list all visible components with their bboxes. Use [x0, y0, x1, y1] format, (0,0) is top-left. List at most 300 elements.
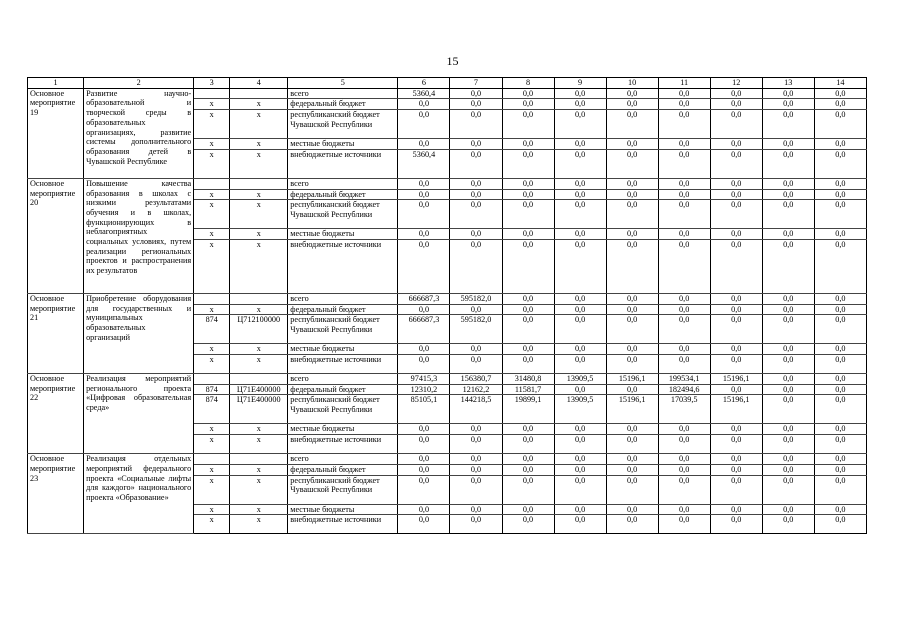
value-cell: 0,0 — [814, 515, 866, 534]
target-code-cell: x — [230, 424, 288, 435]
funding-source-cell: республиканский бюджет Чувашской Республики — [288, 315, 398, 344]
value-cell: 85105,1 — [398, 395, 450, 424]
value-cell: 0,0 — [814, 239, 866, 293]
value-cell: 0,0 — [450, 435, 502, 454]
value-cell: 0,0 — [554, 149, 606, 178]
value-cell: 0,0 — [502, 139, 554, 150]
value-cell: 19899,1 — [502, 395, 554, 424]
value-cell: 97415,3 — [398, 374, 450, 385]
header-cell: 8 — [502, 78, 554, 89]
value-cell: 0,0 — [606, 293, 658, 304]
header-cell: 10 — [606, 78, 658, 89]
target-code-cell: x — [230, 515, 288, 534]
value-cell: 0,0 — [762, 315, 814, 344]
value-cell: 0,0 — [658, 515, 710, 534]
funding-source-cell: федеральный бюджет — [288, 304, 398, 315]
value-cell: 0,0 — [450, 149, 502, 178]
activity-description-cell: Приобретение оборудования для государственных и муниципальных образовательных организаций — [84, 293, 194, 373]
value-cell: 0,0 — [658, 293, 710, 304]
funding-source-cell: всего — [288, 454, 398, 465]
value-cell: 0,0 — [450, 464, 502, 475]
target-code-cell — [230, 293, 288, 304]
funding-source-cell: федеральный бюджет — [288, 464, 398, 475]
value-cell: 0,0 — [710, 304, 762, 315]
value-cell: 0,0 — [450, 110, 502, 139]
target-code-cell — [230, 374, 288, 385]
value-cell: 0,0 — [710, 139, 762, 150]
target-code-cell: x — [230, 239, 288, 293]
value-cell: 666687,3 — [398, 293, 450, 304]
value-cell: 0,0 — [554, 229, 606, 240]
activity-description-cell: Реализация мероприятий регионального проекта «Цифровая образовательная среда» — [84, 374, 194, 454]
target-code-cell: x — [230, 435, 288, 454]
code-cell — [194, 293, 230, 304]
activity-name-cell: Основное мероприятие 19 — [28, 88, 84, 178]
value-cell: 0,0 — [658, 475, 710, 504]
value-cell: 0,0 — [502, 344, 554, 355]
activity-name-cell: Основное мероприятие 21 — [28, 293, 84, 373]
value-cell: 0,0 — [554, 344, 606, 355]
value-cell: 0,0 — [450, 229, 502, 240]
target-code-cell — [230, 454, 288, 465]
value-cell: 0,0 — [450, 344, 502, 355]
code-cell: x — [194, 304, 230, 315]
value-cell: 0,0 — [762, 515, 814, 534]
value-cell: 156380,7 — [450, 374, 502, 385]
target-code-cell: x — [230, 504, 288, 515]
code-cell: 874 — [194, 315, 230, 344]
value-cell: 0,0 — [814, 424, 866, 435]
funding-source-cell: всего — [288, 293, 398, 304]
value-cell: 0,0 — [814, 344, 866, 355]
value-cell: 13909,5 — [554, 374, 606, 385]
activity-name-cell: Основное мероприятие 20 — [28, 178, 84, 293]
value-cell: 0,0 — [554, 139, 606, 150]
value-cell: 0,0 — [606, 475, 658, 504]
value-cell: 0,0 — [710, 384, 762, 395]
value-cell: 0,0 — [554, 435, 606, 454]
code-cell: x — [194, 344, 230, 355]
value-cell: 0,0 — [554, 424, 606, 435]
value-cell: 0,0 — [658, 464, 710, 475]
value-cell: 0,0 — [658, 110, 710, 139]
value-cell: 0,0 — [658, 99, 710, 110]
value-cell: 31480,8 — [502, 374, 554, 385]
value-cell: 0,0 — [450, 504, 502, 515]
code-cell: x — [194, 200, 230, 229]
code-cell: x — [194, 464, 230, 475]
value-cell: 0,0 — [554, 189, 606, 200]
target-code-cell: x — [230, 99, 288, 110]
value-cell: 0,0 — [814, 395, 866, 424]
code-cell: x — [194, 149, 230, 178]
funding-source-cell: местные бюджеты — [288, 504, 398, 515]
funding-source-cell: местные бюджеты — [288, 139, 398, 150]
value-cell: 0,0 — [814, 315, 866, 344]
funding-table — [27, 77, 867, 534]
value-cell: 0,0 — [658, 139, 710, 150]
value-cell: 0,0 — [710, 424, 762, 435]
value-cell: 0,0 — [606, 464, 658, 475]
value-cell: 0,0 — [450, 454, 502, 465]
value-cell: 0,0 — [762, 149, 814, 178]
target-code-cell: Ц71Е400000 — [230, 395, 288, 424]
value-cell: 0,0 — [502, 189, 554, 200]
value-cell: 0,0 — [710, 515, 762, 534]
value-cell: 0,0 — [450, 189, 502, 200]
value-cell: 0,0 — [502, 435, 554, 454]
value-cell: 0,0 — [814, 374, 866, 385]
value-cell: 0,0 — [710, 239, 762, 293]
code-cell: x — [194, 504, 230, 515]
value-cell: 0,0 — [658, 149, 710, 178]
value-cell: 0,0 — [710, 464, 762, 475]
value-cell: 0,0 — [762, 435, 814, 454]
header-cell: 13 — [762, 78, 814, 89]
value-cell: 666687,3 — [398, 315, 450, 344]
value-cell: 0,0 — [658, 88, 710, 99]
value-cell: 0,0 — [762, 110, 814, 139]
value-cell: 0,0 — [762, 178, 814, 189]
value-cell: 0,0 — [554, 315, 606, 344]
funding-source-cell: федеральный бюджет — [288, 384, 398, 395]
funding-source-cell: республиканский бюджет Чувашской Республики — [288, 395, 398, 424]
value-cell: 0,0 — [450, 515, 502, 534]
value-cell: 0,0 — [814, 229, 866, 240]
value-cell: 0,0 — [710, 504, 762, 515]
value-cell: 13909,5 — [554, 395, 606, 424]
value-cell: 0,0 — [398, 139, 450, 150]
value-cell: 0,0 — [554, 475, 606, 504]
value-cell: 0,0 — [762, 475, 814, 504]
value-cell: 0,0 — [606, 110, 658, 139]
funding-source-cell: внебюджетные источники — [288, 239, 398, 293]
value-cell: 0,0 — [606, 178, 658, 189]
value-cell: 0,0 — [658, 355, 710, 374]
target-code-cell: x — [230, 475, 288, 504]
value-cell: 0,0 — [502, 149, 554, 178]
value-cell: 0,0 — [762, 464, 814, 475]
value-cell: 0,0 — [606, 239, 658, 293]
value-cell: 0,0 — [502, 239, 554, 293]
value-cell: 0,0 — [398, 355, 450, 374]
value-cell: 0,0 — [502, 200, 554, 229]
value-cell: 182494,6 — [658, 384, 710, 395]
value-cell: 0,0 — [814, 454, 866, 465]
funding-source-cell: внебюджетные источники — [288, 515, 398, 534]
funding-source-cell: всего — [288, 178, 398, 189]
funding-source-cell: всего — [288, 374, 398, 385]
value-cell: 0,0 — [814, 149, 866, 178]
value-cell: 0,0 — [762, 395, 814, 424]
value-cell: 0,0 — [762, 189, 814, 200]
value-cell: 15196,1 — [606, 395, 658, 424]
value-cell: 0,0 — [762, 424, 814, 435]
funding-source-cell: местные бюджеты — [288, 424, 398, 435]
value-cell: 0,0 — [398, 454, 450, 465]
value-cell: 0,0 — [398, 475, 450, 504]
value-cell: 0,0 — [606, 139, 658, 150]
target-code-cell: Ц712100000 — [230, 315, 288, 344]
value-cell: 0,0 — [710, 99, 762, 110]
value-cell: 0,0 — [762, 304, 814, 315]
code-cell: 874 — [194, 395, 230, 424]
value-cell: 0,0 — [658, 504, 710, 515]
value-cell: 12162,2 — [450, 384, 502, 395]
value-cell: 0,0 — [554, 464, 606, 475]
value-cell: 0,0 — [606, 435, 658, 454]
value-cell: 0,0 — [398, 304, 450, 315]
value-cell: 0,0 — [762, 384, 814, 395]
value-cell: 0,0 — [658, 454, 710, 465]
funding-source-cell: республиканский бюджет Чувашской Республики — [288, 200, 398, 229]
funding-source-cell: республиканский бюджет Чувашской Республики — [288, 110, 398, 139]
value-cell: 0,0 — [814, 384, 866, 395]
funding-source-cell: федеральный бюджет — [288, 99, 398, 110]
value-cell: 0,0 — [502, 88, 554, 99]
value-cell: 0,0 — [814, 475, 866, 504]
value-cell: 0,0 — [450, 139, 502, 150]
target-code-cell: x — [230, 304, 288, 315]
code-cell: x — [194, 139, 230, 150]
activity-description-cell: Развитие научно-образовательной и творческой среды в образовательных организациях, развитие системы дополнительного образования детей в Чувашской Республике — [84, 88, 194, 178]
code-cell: x — [194, 229, 230, 240]
value-cell: 0,0 — [814, 200, 866, 229]
value-cell: 0,0 — [710, 435, 762, 454]
value-cell: 0,0 — [710, 454, 762, 465]
funding-source-cell: федеральный бюджет — [288, 189, 398, 200]
value-cell: 0,0 — [658, 424, 710, 435]
value-cell: 0,0 — [398, 424, 450, 435]
value-cell: 0,0 — [762, 293, 814, 304]
funding-source-cell: внебюджетные источники — [288, 149, 398, 178]
value-cell: 11581,7 — [502, 384, 554, 395]
value-cell: 0,0 — [450, 99, 502, 110]
value-cell: 0,0 — [762, 229, 814, 240]
code-cell: x — [194, 424, 230, 435]
value-cell: 0,0 — [450, 424, 502, 435]
code-cell: x — [194, 355, 230, 374]
code-cell: x — [194, 435, 230, 454]
table-row — [28, 293, 867, 304]
value-cell: 0,0 — [606, 229, 658, 240]
target-code-cell: Ц71Е400000 — [230, 384, 288, 395]
value-cell: 595182,0 — [450, 315, 502, 344]
value-cell: 0,0 — [554, 454, 606, 465]
value-cell: 0,0 — [710, 88, 762, 99]
value-cell: 0,0 — [762, 99, 814, 110]
value-cell: 0,0 — [606, 88, 658, 99]
value-cell: 0,0 — [606, 200, 658, 229]
value-cell: 0,0 — [606, 454, 658, 465]
value-cell: 0,0 — [658, 239, 710, 293]
value-cell: 0,0 — [710, 200, 762, 229]
value-cell: 0,0 — [554, 504, 606, 515]
header-cell: 4 — [230, 78, 288, 89]
value-cell: 595182,0 — [450, 293, 502, 304]
funding-source-cell: республиканский бюджет Чувашской Республики — [288, 475, 398, 504]
header-cell: 14 — [814, 78, 866, 89]
value-cell: 0,0 — [502, 464, 554, 475]
funding-source-cell: местные бюджеты — [288, 229, 398, 240]
value-cell: 0,0 — [762, 374, 814, 385]
value-cell: 0,0 — [502, 424, 554, 435]
value-cell: 0,0 — [398, 200, 450, 229]
value-cell: 0,0 — [710, 344, 762, 355]
code-cell — [194, 178, 230, 189]
value-cell: 0,0 — [814, 99, 866, 110]
table-row — [28, 178, 867, 189]
target-code-cell: x — [230, 229, 288, 240]
value-cell: 0,0 — [606, 149, 658, 178]
value-cell: 0,0 — [814, 464, 866, 475]
value-cell: 0,0 — [710, 475, 762, 504]
value-cell: 0,0 — [502, 304, 554, 315]
value-cell: 15196,1 — [710, 374, 762, 385]
value-cell: 0,0 — [502, 293, 554, 304]
code-cell: x — [194, 239, 230, 293]
value-cell: 12310,2 — [398, 384, 450, 395]
value-cell: 0,0 — [554, 110, 606, 139]
value-cell: 199534,1 — [658, 374, 710, 385]
code-cell: x — [194, 189, 230, 200]
value-cell: 0,0 — [762, 504, 814, 515]
value-cell: 0,0 — [502, 110, 554, 139]
target-code-cell: x — [230, 200, 288, 229]
value-cell: 0,0 — [762, 200, 814, 229]
value-cell: 0,0 — [554, 88, 606, 99]
activity-name-cell: Основное мероприятие 22 — [28, 374, 84, 454]
value-cell: 0,0 — [762, 355, 814, 374]
value-cell: 0,0 — [502, 315, 554, 344]
value-cell: 0,0 — [554, 304, 606, 315]
value-cell: 0,0 — [606, 304, 658, 315]
table-row — [28, 374, 867, 385]
value-cell: 0,0 — [398, 99, 450, 110]
value-cell: 0,0 — [814, 504, 866, 515]
value-cell: 0,0 — [398, 515, 450, 534]
value-cell: 0,0 — [554, 293, 606, 304]
activity-description-cell: Реализация отдельных мероприятий федерального проекта «Социальные лифты для каждого» национального проекта «Образование» — [84, 454, 194, 534]
value-cell: 0,0 — [606, 99, 658, 110]
code-cell: x — [194, 515, 230, 534]
value-cell: 0,0 — [606, 384, 658, 395]
value-cell: 17039,5 — [658, 395, 710, 424]
value-cell: 0,0 — [710, 315, 762, 344]
value-cell: 15196,1 — [606, 374, 658, 385]
header-cell: 6 — [398, 78, 450, 89]
value-cell: 0,0 — [398, 189, 450, 200]
value-cell: 0,0 — [554, 515, 606, 534]
value-cell: 0,0 — [502, 178, 554, 189]
value-cell: 0,0 — [710, 110, 762, 139]
value-cell: 0,0 — [450, 178, 502, 189]
value-cell: 0,0 — [398, 504, 450, 515]
code-cell — [194, 454, 230, 465]
value-cell: 0,0 — [554, 384, 606, 395]
value-cell: 5360,4 — [398, 149, 450, 178]
value-cell: 0,0 — [658, 178, 710, 189]
target-code-cell — [230, 88, 288, 99]
value-cell: 0,0 — [762, 454, 814, 465]
table-row — [28, 88, 867, 99]
value-cell: 0,0 — [606, 424, 658, 435]
value-cell: 0,0 — [710, 229, 762, 240]
value-cell: 0,0 — [710, 189, 762, 200]
value-cell: 0,0 — [658, 344, 710, 355]
header-cell: 2 — [84, 78, 194, 89]
target-code-cell: x — [230, 189, 288, 200]
value-cell: 0,0 — [658, 229, 710, 240]
value-cell: 0,0 — [814, 178, 866, 189]
value-cell: 0,0 — [658, 315, 710, 344]
value-cell: 0,0 — [398, 464, 450, 475]
code-cell: x — [194, 475, 230, 504]
table-header-row — [28, 78, 867, 89]
code-cell: 874 — [194, 384, 230, 395]
page-number: 15 — [446, 54, 459, 68]
funding-source-cell: местные бюджеты — [288, 344, 398, 355]
value-cell: 0,0 — [762, 88, 814, 99]
value-cell: 0,0 — [502, 229, 554, 240]
value-cell: 0,0 — [554, 99, 606, 110]
target-code-cell: x — [230, 344, 288, 355]
funding-source-cell: внебюджетные источники — [288, 355, 398, 374]
value-cell: 0,0 — [814, 304, 866, 315]
header-cell: 1 — [28, 78, 84, 89]
value-cell: 0,0 — [814, 293, 866, 304]
value-cell: 0,0 — [554, 200, 606, 229]
code-cell: x — [194, 110, 230, 139]
value-cell: 0,0 — [710, 178, 762, 189]
target-code-cell: x — [230, 149, 288, 178]
value-cell: 0,0 — [606, 344, 658, 355]
funding-source-cell: всего — [288, 88, 398, 99]
funding-source-cell: внебюджетные источники — [288, 435, 398, 454]
value-cell: 0,0 — [814, 435, 866, 454]
value-cell: 0,0 — [554, 355, 606, 374]
value-cell: 0,0 — [450, 200, 502, 229]
value-cell: 5360,4 — [398, 88, 450, 99]
code-cell: x — [194, 99, 230, 110]
value-cell: 0,0 — [502, 454, 554, 465]
value-cell: 0,0 — [398, 239, 450, 293]
target-code-cell: x — [230, 464, 288, 475]
activity-description-cell: Повышение качества образования в школах с низкими результатами обучения и в школах, функционирующих в неблагоприятных социальных условиях, путем реализации региональных проектов и распространения их результатов — [84, 178, 194, 293]
value-cell: 0,0 — [658, 200, 710, 229]
value-cell: 0,0 — [398, 344, 450, 355]
header-cell: 11 — [658, 78, 710, 89]
value-cell: 0,0 — [450, 475, 502, 504]
value-cell: 0,0 — [606, 504, 658, 515]
header-cell: 9 — [554, 78, 606, 89]
value-cell: 0,0 — [502, 515, 554, 534]
value-cell: 0,0 — [658, 189, 710, 200]
value-cell: 0,0 — [762, 139, 814, 150]
value-cell: 0,0 — [450, 239, 502, 293]
value-cell: 0,0 — [450, 304, 502, 315]
code-cell — [194, 374, 230, 385]
value-cell: 0,0 — [710, 355, 762, 374]
target-code-cell: x — [230, 355, 288, 374]
header-cell: 12 — [710, 78, 762, 89]
value-cell: 0,0 — [606, 189, 658, 200]
target-code-cell — [230, 178, 288, 189]
value-cell: 144218,5 — [450, 395, 502, 424]
value-cell: 0,0 — [554, 178, 606, 189]
value-cell: 0,0 — [710, 293, 762, 304]
value-cell: 0,0 — [398, 229, 450, 240]
